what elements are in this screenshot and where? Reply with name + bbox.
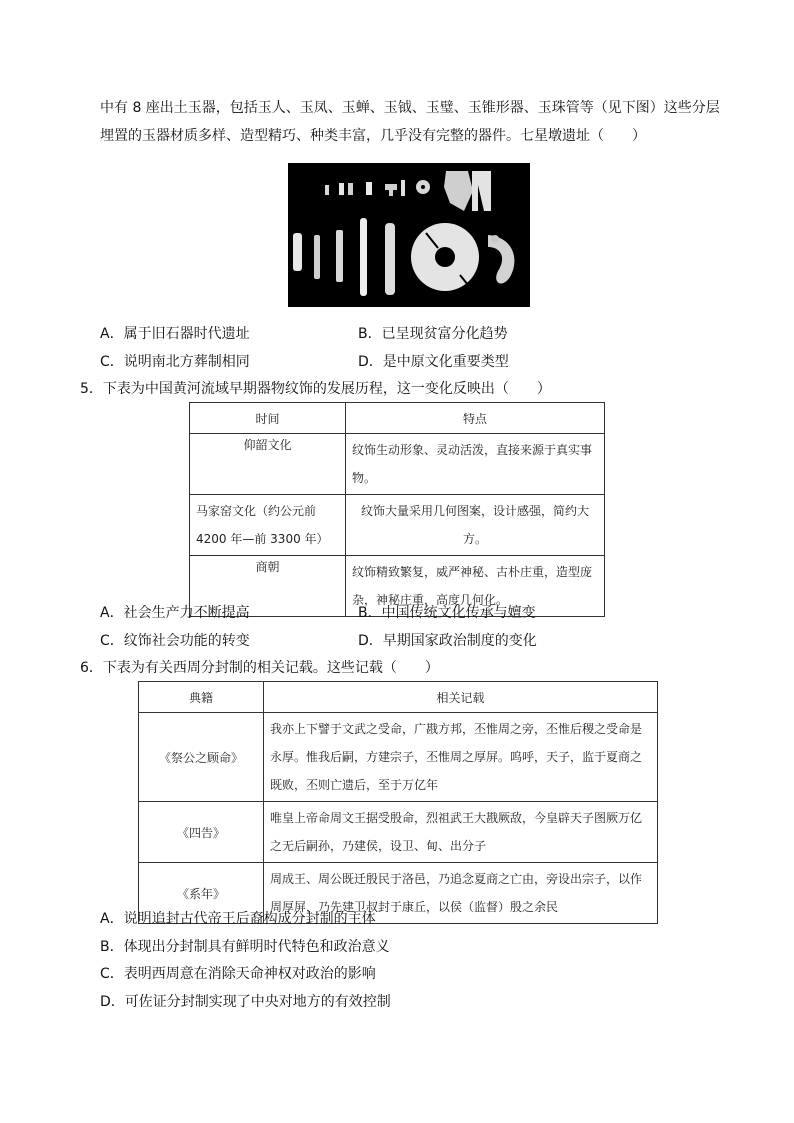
q4-option-d: D．是中原文化重要类型: [358, 354, 509, 370]
q5-row1-time: 仰韶文化: [190, 434, 346, 495]
q5-header-time: 时间: [190, 403, 346, 434]
q5-row3-time: 商朝: [190, 556, 346, 617]
q6-row1-book: 《祭公之顾命》: [139, 713, 264, 802]
q6-row1-record: 我亦上下譬于文武之受命，广戡方邦，丕惟周之旁，丕惟后稷之受命是永厚。惟我后嗣，方建宗子，丕惟周之厚屏。呜呼，天子，监于夏商之既败，丕则亡遗后，至于万亿年: [264, 713, 658, 802]
q5-table: [189, 402, 605, 617]
q5-row2-time: 马家窑文化（约公元前 4200 年—前 3300 年）: [190, 495, 346, 556]
q6-row3-record: 周成王、周公既迁殷民于洛邑，乃追念夏商之亡由，旁设出宗子，以作周厚屏，乃先建卫叔封于康丘，以侯（监督）殷之余民: [264, 863, 658, 924]
q6-option-d: D．可佐证分封制实现了中央对地方的有效控制: [100, 994, 391, 1010]
q4-intro-line1: 中有 8 座出土玉器，包括玉人、玉凤、玉蝉、玉钺、玉璧、玉锥形器、玉珠管等（见下图）这些分层: [100, 100, 720, 116]
q4-option-c: C．说明南北方葬制相同: [100, 354, 250, 370]
q6-header-record: 相关记载: [264, 682, 658, 713]
q6-row3-book: 《系年》: [139, 863, 264, 924]
table-row: [139, 713, 658, 802]
jade-artifacts-photo: [288, 163, 530, 307]
q5-row3-feature: 纹饰精致繁复，威严神秘、古朴庄重，造型庞杂，神秘庄重，高度几何化。: [346, 556, 605, 617]
q5-stem: 5．下表为中国黄河流域早期器物纹饰的发展历程，这一变化反映出（ ）: [80, 381, 551, 397]
q6-option-b: B．体现出分封制具有鲜明时代特色和政治意义: [100, 939, 390, 955]
q5-option-b: B．中国传统文化传承与嬗变: [358, 605, 536, 621]
q6-row2-book: 《四告》: [139, 802, 264, 863]
q6-option-c: C．表明西周意在消除天命神权对政治的影响: [100, 966, 376, 982]
table-row: [139, 802, 658, 863]
q4-intro-line2: 埋置的玉器材质多样、造型精巧、种类丰富，几乎没有完整的器件。七星墩遗址（ ）: [100, 128, 646, 144]
q5-header-feature: 特点: [346, 403, 605, 434]
q6-table: [138, 681, 658, 924]
q5-option-a: A．社会生产力不断提高: [100, 605, 250, 621]
q4-option-a: A．属于旧石器时代遗址: [100, 326, 250, 342]
table-row: [190, 434, 605, 495]
q6-row2-record: 唯皇上帝命周文王据受殷命，烈祖武王大戡厥敌，今皇辟天子图厥万亿之无后嗣孙，乃建侯，设卫、甸、出分子: [264, 802, 658, 863]
table-row: [190, 495, 605, 556]
q6-header-book: 典籍: [139, 682, 264, 713]
q5-option-c: C．纹饰社会功能的转变: [100, 633, 250, 649]
q5-option-d: D．早期国家政治制度的变化: [358, 633, 537, 649]
q5-row1-feature: 纹饰生动形象、灵动活泼，直接来源于真实事物。: [346, 434, 605, 495]
q6-option-a: A．说明追封古代帝王后裔构成分封制的主体: [100, 911, 376, 927]
q6-stem: 6．下表为有关西周分封制的相关记载。这些记载（ ）: [80, 660, 439, 676]
q5-row2-feature: 纹饰大量采用几何图案，设计感强，简约大方。: [346, 495, 605, 556]
q4-option-b: B．已呈现贫富分化趋势: [358, 326, 508, 342]
